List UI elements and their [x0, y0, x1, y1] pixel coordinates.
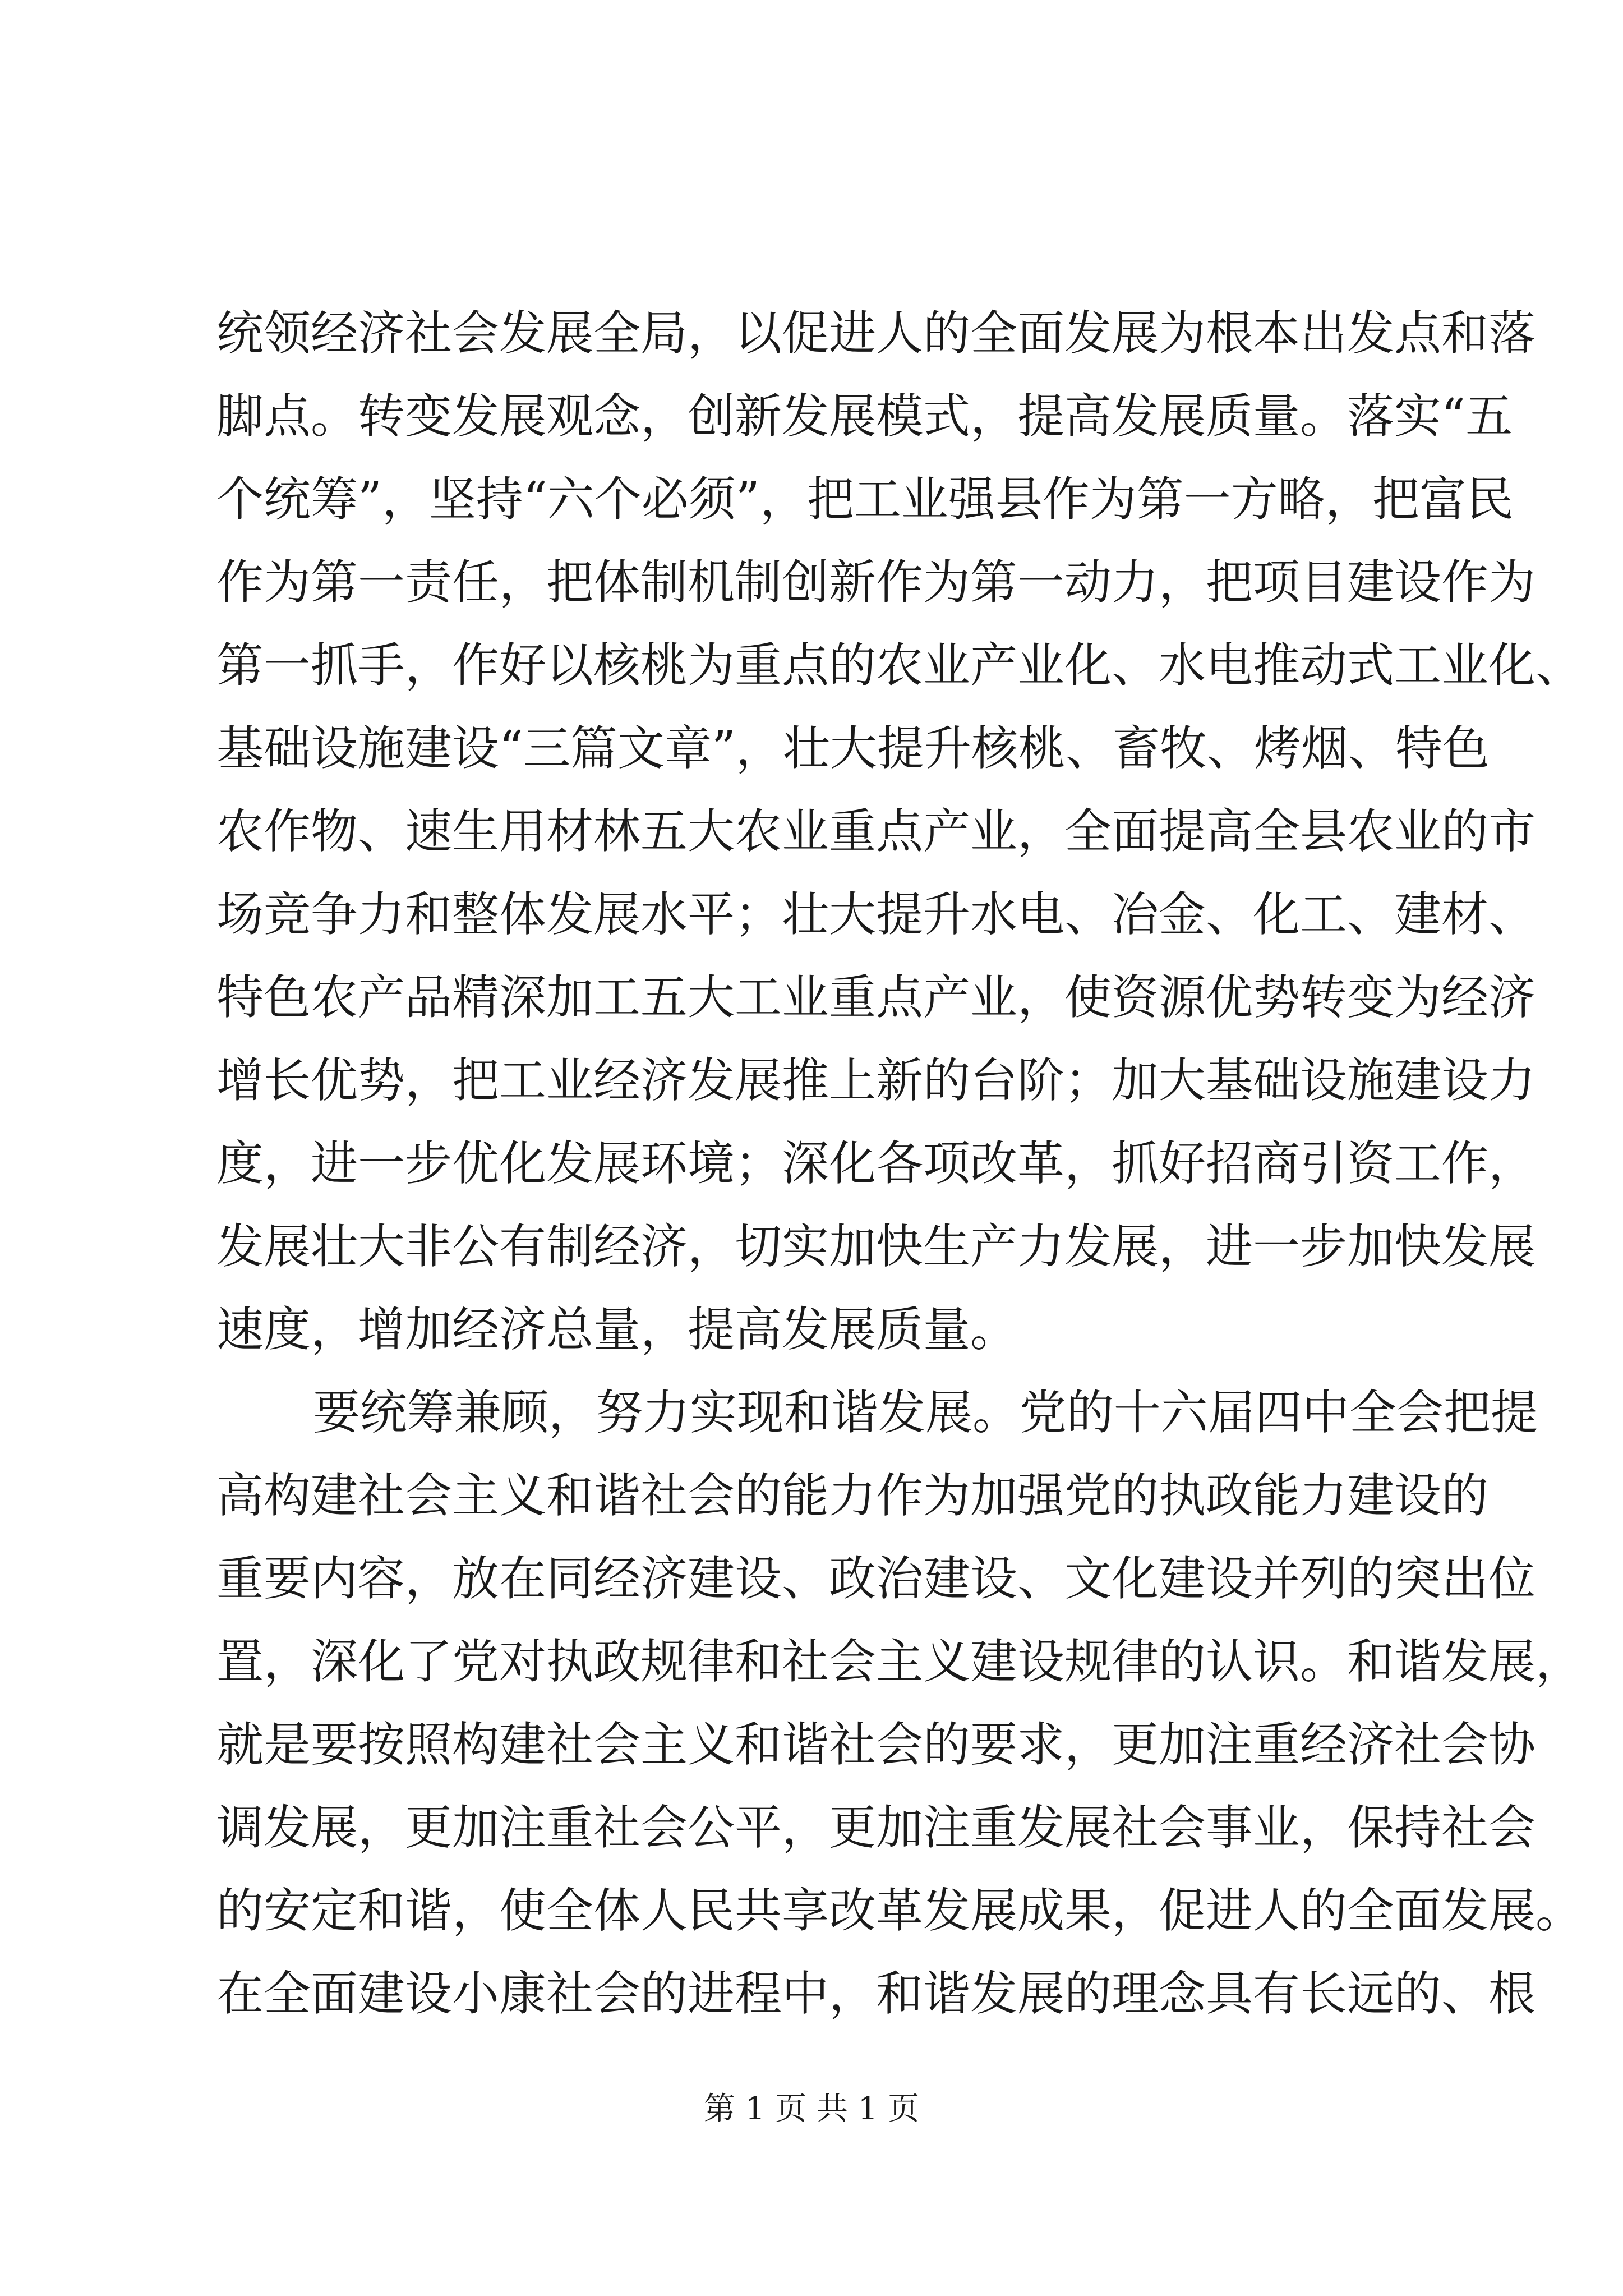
paragraph-2-line-4: 置，深化了党对执政规律和社会主义建设规律的认识。和谐发展，: [216, 1634, 1583, 1689]
paragraph-1-line-10: 增长优势，把工业经济发展推上新的台阶；加大基础设施建设力: [216, 1053, 1536, 1108]
paragraph-1-line-4: 作为第一责任，把体制机制创新作为第一动力，把项目建设作为: [216, 555, 1536, 610]
paragraph-1-line-12: 发展壮大非公有制经济，切实加快生产力发展，进一步加快发展: [216, 1219, 1536, 1274]
paragraph-2-line-3: 重要内容，放在同经济建设、政治建设、文化建设并列的突出位: [216, 1551, 1536, 1606]
page-footer: [0, 2087, 1623, 2132]
paragraph-1-line-7: 农作物、速生用材林五大农业重点产业，全面提高全县农业的市: [216, 804, 1536, 859]
paragraph-1-line-2: 脚点。转变发展观念，创新发展模式，提高发展质量。落实“五: [216, 389, 1513, 444]
paragraph-1-line-3: 个统筹”，坚持“六个必须”，把工业强县作为第一方略，把富民: [216, 472, 1514, 527]
paragraph-2-line-6: 调发展，更加注重社会公平，更加注重发展社会事业，保持社会: [216, 1800, 1536, 1855]
paragraph-1-line-5: 第一抓手，作好以核桃为重点的农业产业化、水电推动式工业化、: [216, 638, 1583, 693]
paragraph-2-line-5: 就是要按照构建社会主义和谐社会的要求，更加注重经济社会协: [216, 1717, 1536, 1772]
paragraph-1-line-9: 特色农产品精深加工五大工业重点产业，使资源优势转变为经济: [216, 970, 1536, 1025]
paragraph-1-line-1: 统领经济社会发展全局，以促进人的全面发展为根本出发点和落: [216, 306, 1536, 361]
paragraph-2-line-7: 的安定和谐，使全体人民共享改革发展成果，促进人的全面发展。: [216, 1883, 1583, 1938]
paragraph-1-line-11: 度，进一步优化发展环境；深化各项改革，抓好招商引资工作，: [216, 1136, 1536, 1191]
paragraph-1-line-6: 基础设施建设“三篇文章”，壮大提升核桃、畜牧、烤烟、特色: [216, 721, 1490, 776]
body-text: [216, 292, 1583, 2035]
paragraph-1-line-13: 速度，增加经济总量，提高发展质量。: [216, 1302, 1018, 1357]
paragraph-1-line-8: 场竞争力和整体发展水平；壮大提升水电、冶金、化工、建材、: [216, 887, 1536, 942]
page-number-label: 第 1 页 共 1 页: [703, 2091, 920, 2127]
paragraph-2-line-8: 在全面建设小康社会的进程中，和谐发展的理念具有长远的、根: [216, 1966, 1536, 2021]
paragraph-2-line-2: 高构建社会主义和谐社会的能力作为加强党的执政能力建设的: [216, 1468, 1489, 1523]
paragraph-2-line-1: 要统筹兼顾，努力实现和谐发展。党的十六届四中全会把提: [313, 1385, 1538, 1440]
